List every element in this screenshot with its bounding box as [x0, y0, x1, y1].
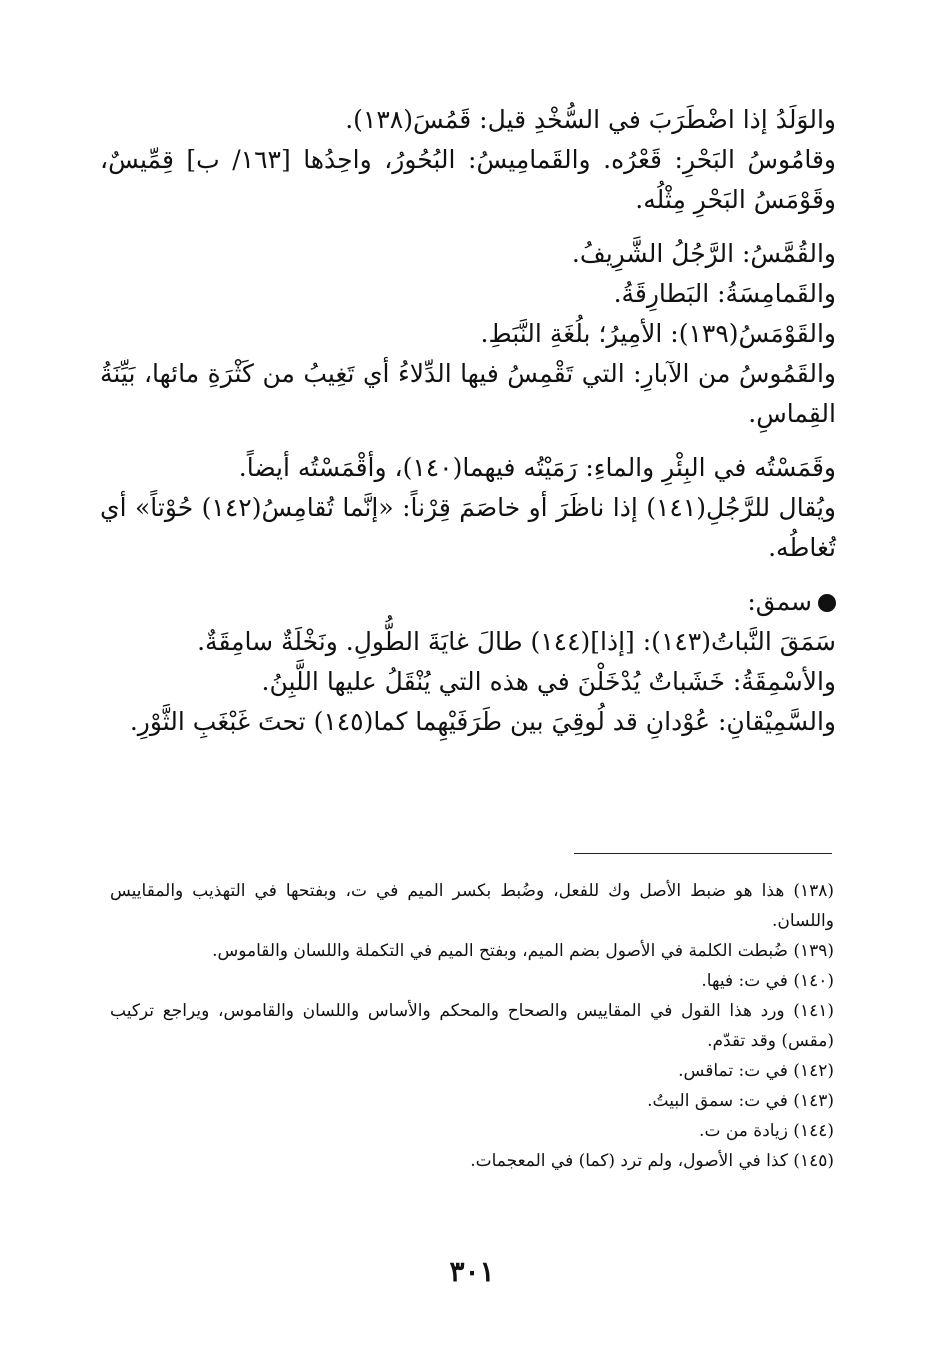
entry-line: والقُمَّسُ: الرَّجُلُ الشَّرِيفُ. [571, 239, 836, 268]
main-text [100, 100, 836, 742]
section-heading [100, 582, 836, 622]
page-number: ٣٠١ [449, 1255, 495, 1288]
footnote: (١٤٠) في ت: فيها. [701, 971, 834, 991]
entry-line: والوَلَدُ إذا اضْطَرَبَ في السُّخْدِ قيل: قَمُسَ(١٣٨). [345, 105, 836, 134]
entry-line: والقَمامِسَةُ: البَطارِقَةُ. [613, 279, 836, 308]
entry-line: والسَّمِيْقانِ: عُوْدانِ قد لُوقِيَ بين طَرَفَيْهِما كما(١٤٥) تحتَ غَبْغَبِ الثَّوْرِ. [129, 707, 836, 736]
footnotes [110, 876, 834, 1176]
footnote: (١٣٩) ضُبطت الكلمة في الأصول بضم الميم، وبفتح الميم في التكملة واللسان والقاموس. [212, 941, 834, 961]
entry-line: وقامُوسُ البَحْرِ: قَعْرُه. والقَمامِيسُ: البُحُورُ، واحِدُها [١٦٣/ ب] قِمِّيسٌ، وقَوْمَسُ البَحْرِ مِثْلُه. [100, 145, 836, 214]
footnote: (١٣٨) هذا هو ضبط الأصل وك للفعل، وضُبط بكسر الميم في ت، وبفتحها في التهذيب والمقاييس واللسان. [110, 881, 834, 931]
entry-line: والقَمُوسُ من الآبارِ: التي تَقْمِسُ فيها الدِّلاءُ أي تَغِيبُ من كَثْرَةِ مائها، بَيِّنَةُ القِماسِ. [100, 359, 836, 428]
entry-line: سَمَقَ النَّباتُ(١٤٣): [إذا](١٤٤) طالَ غايَةَ الطُّولِ. ونَخْلَةٌ سامِقَةٌ. [197, 627, 836, 656]
footnote: (١٤٣) في ت: سمق البيتُ. [647, 1091, 834, 1111]
footnote: (١٤٥) كذا في الأصول، ولم ترد (كما) في المعجمات. [470, 1151, 834, 1171]
footnote: (١٤٢) في ت: تماقس. [678, 1061, 834, 1081]
entry-line: والقَوْمَسُ(١٣٩): الأمِيرُ؛ بلُغَةِ النَّبَطِ. [480, 319, 836, 348]
bullet-icon [818, 594, 836, 612]
section-heading-text: سمق: [747, 587, 812, 616]
entry-line: والأسْمِقَةُ: خَشَباتٌ يُدْخَلْنَ في هذه التي يُنْقَلُ عليها اللَّبِنُ. [261, 667, 836, 696]
footnote: (١٤٤) زيادة من ت. [699, 1121, 834, 1141]
footnote: (١٤١) ورد هذا القول في المقاييس والصحاح والمحكم والأساس واللسان والقاموس، ويراجع تركيب (مقس) وقد تقدّم. [110, 1001, 834, 1051]
footnote-divider [574, 853, 832, 854]
entry-line: وقَمَسْتُه في البِئْرِ والماءِ: رَمَيْتُه فيهما(١٤٠)، وأقْمَسْتُه أيضاً. [238, 453, 836, 482]
entry-line: ويُقال للرَّجُلِ(١٤١) إذا ناظَرَ أو خاصَمَ قِرْناً: «إنَّما تُقامِسُ(١٤٢) حُوْتاً» أي تُغاطُه. [100, 493, 837, 562]
